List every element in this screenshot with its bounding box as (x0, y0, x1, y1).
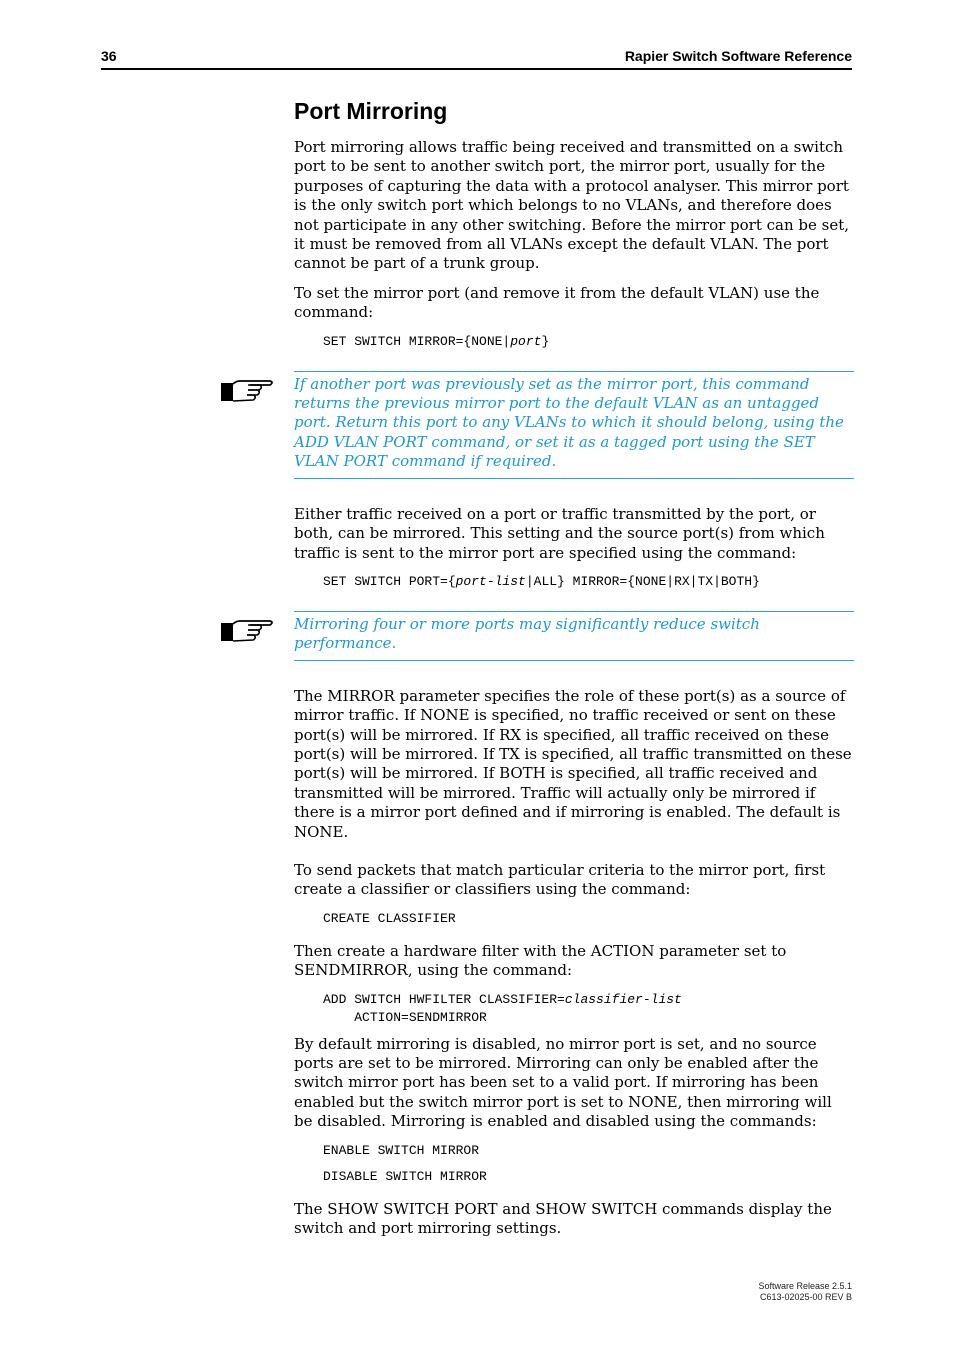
code-text: SET SWITCH MIRROR={NONE| (323, 333, 511, 349)
command-block: ENABLE SWITCH MIRROR (323, 1142, 480, 1158)
pointing-hand-icon (220, 374, 276, 406)
note-text: Mirroring four or more ports may significantly reduce switch performance. (294, 614, 760, 653)
code-text: |ALL} MIRROR={NONE|RX|TX|BOTH} (525, 573, 760, 589)
note-box (294, 371, 854, 479)
note-text: If another port was previously set as the mirror port, this command returns the previous mirror port to the default VLAN as an untagged port. Return this port to any VLANs to which it should belong, using the ADD VLAN PORT command, or set it as a tagged port using the SET VLAN PORT command if required. (294, 374, 844, 471)
paragraph: Then create a hardware filter with the ACTION parameter set to SENDMIRROR, using the command: (294, 941, 787, 980)
paragraph: To set the mirror port (and remove it from the default VLAN) use the command: (294, 283, 820, 322)
code-text: } (541, 333, 550, 349)
code-text: ACTION=SENDMIRROR (354, 1009, 487, 1025)
pointing-hand-icon (220, 614, 276, 646)
document-title: Rapier Switch Software Reference (624, 48, 852, 64)
main-content (294, 96, 854, 1248)
command-block (323, 991, 854, 1027)
software-release: Software Release 2.5.1 (758, 1281, 852, 1291)
page-header (101, 46, 852, 70)
paragraph: To send packets that match particular criteria to the mirror port, first create a classifier or classifiers using the command: (294, 860, 826, 899)
page-number: 36 (101, 48, 117, 64)
page-footer (758, 1281, 852, 1303)
paragraph: The SHOW SWITCH PORT and SHOW SWITCH commands display the switch and port mirroring settings. (294, 1199, 832, 1238)
code-parameter: classifier-list (564, 991, 682, 1007)
command-block: CREATE CLASSIFIER (323, 910, 456, 926)
command-block: DISABLE SWITCH MIRROR (323, 1168, 487, 1184)
paragraph: Either traffic received on a port or traffic transmitted by the port, or both, can be mirrored. This setting and the source port(s) from which traffic is sent to the mirror port are specified using the command: (294, 504, 825, 562)
document-code: C613-02025-00 REV B (759, 1292, 852, 1302)
paragraph: Port mirroring allows traffic being received and transmitted on a switch port to be sent to another switch port, the mirror port, usually for the purposes of capturing the data with a protocol analyser. This mirror port is the only switch port which belongs to no VLANs, and therefore does not participate in any other switching. Before the mirror port can be set, it must be removed from all VLANs except the default VLAN. The port cannot be part of a trunk group. (294, 138, 850, 273)
command-block (323, 573, 854, 591)
note-box (294, 611, 854, 661)
paragraph: By default mirroring is disabled, no mirror port is set, and no source ports are set to be mirrored. Mirroring can only be enabled after the switch mirror port has been set to a valid port. If mirroring has been enabled but the switch mirror port is set to NONE, then mirroring will be disabled. Mirroring is enabled and disabled using the commands: (294, 1034, 832, 1131)
code-parameter: port-list (455, 573, 526, 589)
code-text: SET SWITCH PORT={ (323, 573, 456, 589)
command-block (323, 333, 854, 351)
code-parameter: port (510, 333, 542, 349)
paragraph: The MIRROR parameter specifies the role of these port(s) as a source of mirror traffic. If NONE is specified, no traffic received or sent on these port(s) will be mirrored. If RX is specified, all traffic received on these port(s) will be mirrored. If TX is specified, all traffic transmitted on these port(s) will be mirrored. If BOTH is specified, all traffic received and transmitted will be mirrored. Traffic will actually only be mirrored if there is a mirror port defined and if mirroring is enabled. The default is NONE. (294, 686, 852, 841)
section-title: Port Mirroring (294, 98, 448, 124)
code-text: ADD SWITCH HWFILTER CLASSIFIER= (323, 991, 565, 1007)
